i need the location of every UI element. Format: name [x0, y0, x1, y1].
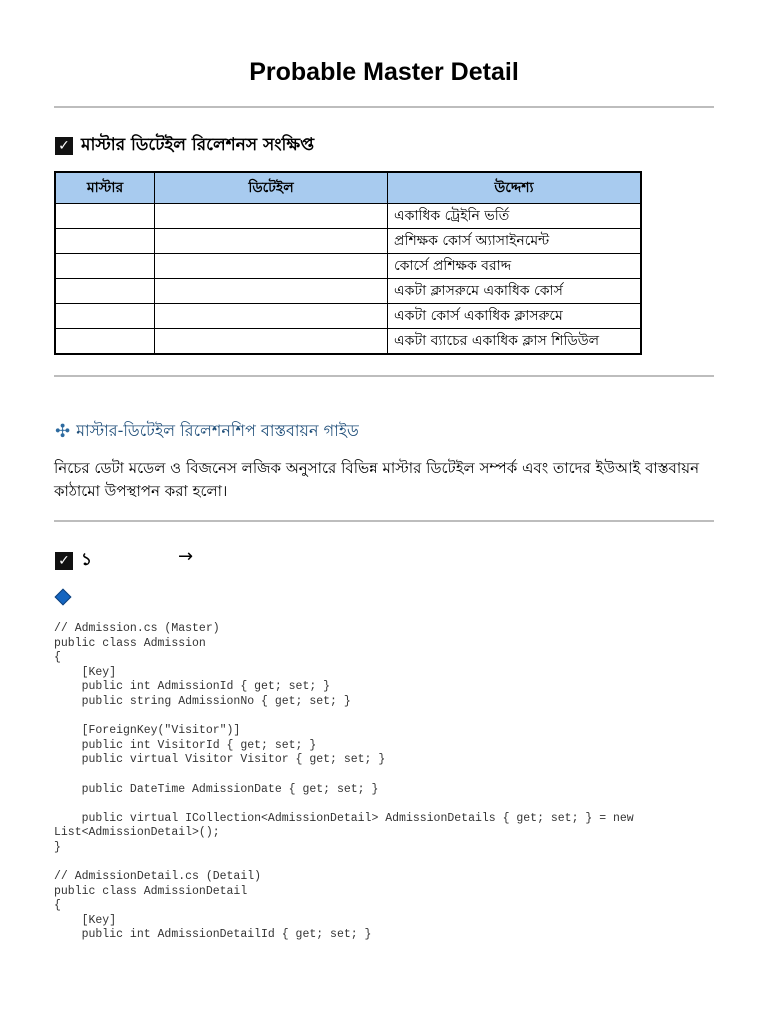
cell-master: [55, 329, 155, 355]
cell-master: [55, 204, 155, 229]
cell-detail: [155, 304, 388, 329]
column-header-master: মাস্টার: [55, 172, 155, 204]
cell-purpose: কোর্সে প্রশিক্ষক বরাদ্দ: [388, 254, 642, 279]
column-header-purpose: উদ্দেশ্য: [388, 172, 642, 204]
guide-paragraph: নিচের ডেটা মডেল ও বিজনেস লজিক অনুসারে বিভিন্ন মাস্টার ডিটেইল সম্পর্ক এবং তাদের ইউআই বাস্তবায়ন কাঠামো উপস্থাপন করা হলো।: [54, 459, 700, 500]
cell-master: [55, 304, 155, 329]
cell-purpose: একটা ক্লাসরুমে একাধিক কোর্স: [388, 279, 642, 304]
divider: [54, 520, 714, 522]
column-header-detail: ডিটেইল: [155, 172, 388, 204]
table-row: [55, 204, 641, 229]
summary-heading-text: মাস্টার ডিটেইল রিলেশনস সংক্ষিপ্ত: [81, 135, 315, 155]
cell-detail: [155, 329, 388, 355]
guide-heading: [55, 418, 359, 445]
table-row: [55, 254, 641, 279]
right-arrow-icon: →: [178, 546, 194, 567]
summary-table: [54, 171, 642, 355]
divider: [54, 375, 714, 377]
cell-detail: [155, 254, 388, 279]
cell-purpose: একটা ব্যাচের একাধিক ক্লাস শিডিউল: [388, 329, 642, 355]
cell-purpose: প্রশিক্ষক কোর্স অ্যাসাইনমেন্ট: [388, 229, 642, 254]
guide-heading-text: মাস্টার-ডিটেইল রিলেশনশিপ বাস্তবায়ন গাইড: [76, 421, 359, 440]
table-row: [55, 229, 641, 254]
cell-purpose: একটা কোর্স একাধিক ক্লাসরুমে: [388, 304, 642, 329]
step-heading: [55, 547, 92, 575]
cell-master: [55, 254, 155, 279]
cell-detail: [155, 204, 388, 229]
diamond-icon: [55, 589, 72, 606]
step-number: ১: [81, 550, 93, 570]
cell-purpose: একাধিক ট্রেইনি ভর্তি: [388, 204, 642, 229]
table-row: [55, 304, 641, 329]
cell-detail: [155, 279, 388, 304]
cell-detail: [155, 229, 388, 254]
summary-heading: [55, 132, 314, 160]
checkbox-icon: ✓: [55, 137, 73, 155]
puzzle-icon: ✣: [55, 421, 71, 442]
table-header-row: [55, 172, 641, 204]
table-row: [55, 329, 641, 355]
divider: [54, 106, 714, 108]
code-block: // Admission.cs (Master) public class Admission { [Key] public int AdmissionId { get; set; } public string AdmissionNo { get; set; } [ForeignKey("Visitor")] public int VisitorId { get; set; } public virtual Visitor Visitor { get; set; } public DateTime AdmissionDate { get; set; } public virtual ICollection<AdmissionDetail> AdmissionDetails { get; set; } = new List<AdmissionDetail>(); } // AdmissionDetail.cs (Detail) public class AdmissionDetail { [Key] public int AdmissionDetailId { get; set; }: [54, 622, 634, 942]
checkbox-icon: ✓: [55, 552, 73, 570]
cell-master: [55, 279, 155, 304]
page-title: Probable Master Detail: [249, 58, 519, 86]
cell-master: [55, 229, 155, 254]
table-row: [55, 279, 641, 304]
